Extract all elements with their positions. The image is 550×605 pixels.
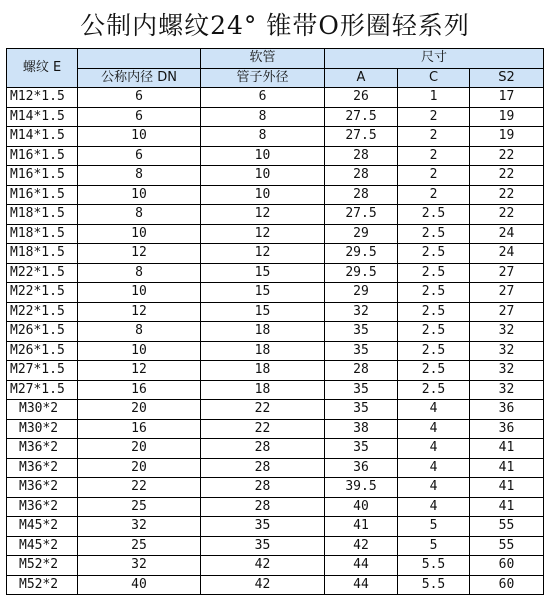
header-s2: S2 — [470, 68, 544, 88]
header-c: C — [398, 68, 470, 88]
table-row — [7, 536, 544, 556]
dim-a-cell: 42 — [325, 536, 398, 556]
tube-od-cell: 28 — [201, 478, 325, 498]
dim-s2-cell: 24 — [470, 244, 544, 264]
tube-od-cell: 28 — [201, 439, 325, 459]
dim-s2-cell: 27 — [470, 283, 544, 303]
nominal-id-cell: 25 — [78, 497, 201, 517]
dim-c-cell: 2.5 — [398, 263, 470, 283]
header-thread: 螺纹 E — [7, 49, 78, 88]
dim-s2-cell: 22 — [470, 205, 544, 225]
table-row — [7, 497, 544, 517]
tube-od-cell: 28 — [201, 458, 325, 478]
thread-cell: M22*1.5 — [7, 283, 78, 303]
thread-cell: M22*1.5 — [7, 263, 78, 283]
tube-od-cell: 12 — [201, 244, 325, 264]
dim-c-cell: 4 — [398, 419, 470, 439]
thread-cell: M36*2 — [7, 458, 78, 478]
dim-c-cell: 2 — [398, 185, 470, 205]
dim-s2-cell: 41 — [470, 439, 544, 459]
dim-c-cell: 2.5 — [398, 380, 470, 400]
thread-cell: M26*1.5 — [7, 341, 78, 361]
header-nominal-id: 公称内径 DN — [78, 68, 201, 88]
dim-a-cell: 35 — [325, 380, 398, 400]
dim-s2-cell: 19 — [470, 127, 544, 147]
dim-a-cell: 44 — [325, 575, 398, 595]
header-hose: 软管 — [201, 49, 325, 69]
dim-a-cell: 29 — [325, 283, 398, 303]
dim-c-cell: 4 — [398, 458, 470, 478]
header-row-group — [7, 49, 544, 69]
dim-a-cell: 38 — [325, 419, 398, 439]
table-row — [7, 107, 544, 127]
nominal-id-cell: 20 — [78, 439, 201, 459]
table-row — [7, 458, 544, 478]
tube-od-cell: 6 — [201, 88, 325, 108]
thread-cell: M52*2 — [7, 575, 78, 595]
dim-s2-cell: 22 — [470, 185, 544, 205]
thread-cell: M18*1.5 — [7, 244, 78, 264]
tube-od-cell: 35 — [201, 517, 325, 537]
nominal-id-cell: 32 — [78, 556, 201, 576]
nominal-id-cell: 16 — [78, 380, 201, 400]
dim-s2-cell: 60 — [470, 575, 544, 595]
dim-a-cell: 28 — [325, 361, 398, 381]
tube-od-cell: 8 — [201, 127, 325, 147]
dim-c-cell: 2 — [398, 107, 470, 127]
thread-cell: M36*2 — [7, 439, 78, 459]
thread-cell: M27*1.5 — [7, 380, 78, 400]
header-a: A — [325, 68, 398, 88]
dim-s2-cell: 22 — [470, 146, 544, 166]
dim-c-cell: 2 — [398, 127, 470, 147]
dim-c-cell: 1 — [398, 88, 470, 108]
dim-s2-cell: 32 — [470, 341, 544, 361]
dim-s2-cell: 32 — [470, 380, 544, 400]
tube-od-cell: 22 — [201, 400, 325, 420]
tube-od-cell: 42 — [201, 556, 325, 576]
dim-s2-cell: 27 — [470, 263, 544, 283]
dim-s2-cell: 41 — [470, 458, 544, 478]
dim-s2-cell: 19 — [470, 107, 544, 127]
nominal-id-cell: 8 — [78, 205, 201, 225]
dim-s2-cell: 17 — [470, 88, 544, 108]
dim-s2-cell: 55 — [470, 517, 544, 537]
table-row — [7, 341, 544, 361]
page-title: 公制内螺纹24° 锥带O形圈轻系列 — [80, 11, 470, 40]
tube-od-cell: 15 — [201, 263, 325, 283]
dim-s2-cell: 27 — [470, 302, 544, 322]
tube-od-cell: 10 — [201, 185, 325, 205]
thread-cell: M30*2 — [7, 400, 78, 420]
thread-cell: M12*1.5 — [7, 88, 78, 108]
thread-cell: M16*1.5 — [7, 166, 78, 186]
dim-s2-cell: 36 — [470, 400, 544, 420]
dim-s2-cell: 41 — [470, 497, 544, 517]
dim-a-cell: 28 — [325, 146, 398, 166]
nominal-id-cell: 8 — [78, 166, 201, 186]
thread-cell: M18*1.5 — [7, 205, 78, 225]
thread-cell: M26*1.5 — [7, 322, 78, 342]
dim-a-cell: 41 — [325, 517, 398, 537]
nominal-id-cell: 12 — [78, 361, 201, 381]
table-row — [7, 478, 544, 498]
tube-od-cell: 10 — [201, 166, 325, 186]
thread-cell: M36*2 — [7, 497, 78, 517]
nominal-id-cell: 6 — [78, 107, 201, 127]
thread-cell: M22*1.5 — [7, 302, 78, 322]
nominal-id-cell: 12 — [78, 302, 201, 322]
table-row — [7, 380, 544, 400]
dim-c-cell: 2.5 — [398, 361, 470, 381]
dim-a-cell: 29.5 — [325, 263, 398, 283]
dim-c-cell: 5.5 — [398, 556, 470, 576]
tube-od-cell: 10 — [201, 146, 325, 166]
dim-s2-cell: 32 — [470, 322, 544, 342]
table-row — [7, 400, 544, 420]
table-row — [7, 283, 544, 303]
table-row — [7, 556, 544, 576]
nominal-id-cell: 20 — [78, 458, 201, 478]
dim-a-cell: 28 — [325, 185, 398, 205]
dim-a-cell: 35 — [325, 400, 398, 420]
tube-od-cell: 18 — [201, 361, 325, 381]
dim-a-cell: 35 — [325, 322, 398, 342]
tube-od-cell: 12 — [201, 224, 325, 244]
thread-cell: M18*1.5 — [7, 224, 78, 244]
tube-od-cell: 28 — [201, 497, 325, 517]
tube-od-cell: 12 — [201, 205, 325, 225]
thread-cell: M30*2 — [7, 419, 78, 439]
table-row — [7, 146, 544, 166]
nominal-id-cell: 10 — [78, 283, 201, 303]
table-row — [7, 322, 544, 342]
dim-c-cell: 2.5 — [398, 341, 470, 361]
tube-od-cell: 18 — [201, 322, 325, 342]
dim-a-cell: 35 — [325, 341, 398, 361]
table-row — [7, 244, 544, 264]
tube-od-cell: 15 — [201, 302, 325, 322]
thread-cell: M27*1.5 — [7, 361, 78, 381]
tube-od-cell: 18 — [201, 341, 325, 361]
nominal-id-cell: 20 — [78, 400, 201, 420]
dim-a-cell: 44 — [325, 556, 398, 576]
table-row — [7, 185, 544, 205]
thread-cell: M16*1.5 — [7, 185, 78, 205]
thread-cell: M16*1.5 — [7, 146, 78, 166]
nominal-id-cell: 22 — [78, 478, 201, 498]
dim-a-cell: 27.5 — [325, 107, 398, 127]
dim-a-cell: 39.5 — [325, 478, 398, 498]
nominal-id-cell: 10 — [78, 185, 201, 205]
table-row — [7, 224, 544, 244]
dim-c-cell: 4 — [398, 497, 470, 517]
tube-od-cell: 15 — [201, 283, 325, 303]
dim-s2-cell: 55 — [470, 536, 544, 556]
nominal-id-cell: 8 — [78, 263, 201, 283]
table-row — [7, 575, 544, 595]
dim-s2-cell: 32 — [470, 361, 544, 381]
dim-c-cell: 2.5 — [398, 224, 470, 244]
thread-cell: M36*2 — [7, 478, 78, 498]
table-row — [7, 127, 544, 147]
thread-cell: M45*2 — [7, 517, 78, 537]
nominal-id-cell: 10 — [78, 341, 201, 361]
dim-a-cell: 29 — [325, 224, 398, 244]
nominal-id-cell: 6 — [78, 88, 201, 108]
dim-c-cell: 2.5 — [398, 283, 470, 303]
tube-od-cell: 42 — [201, 575, 325, 595]
tube-od-cell: 8 — [201, 107, 325, 127]
header-row-sub — [7, 68, 544, 88]
dim-a-cell: 40 — [325, 497, 398, 517]
tube-od-cell: 22 — [201, 419, 325, 439]
header-dimensions: 尺寸 — [325, 49, 544, 69]
dim-c-cell: 5 — [398, 536, 470, 556]
dim-c-cell: 2 — [398, 166, 470, 186]
dim-a-cell: 36 — [325, 458, 398, 478]
dim-s2-cell: 22 — [470, 166, 544, 186]
dim-c-cell: 2 — [398, 146, 470, 166]
table-row — [7, 205, 544, 225]
nominal-id-cell: 16 — [78, 419, 201, 439]
nominal-id-cell: 10 — [78, 127, 201, 147]
nominal-id-cell: 32 — [78, 517, 201, 537]
table-row — [7, 166, 544, 186]
table-header — [7, 49, 544, 88]
nominal-id-cell: 8 — [78, 322, 201, 342]
dim-c-cell: 4 — [398, 478, 470, 498]
dim-s2-cell: 36 — [470, 419, 544, 439]
table-row — [7, 361, 544, 381]
dim-c-cell: 2.5 — [398, 302, 470, 322]
header-tube-od: 管子外径 — [201, 68, 325, 88]
dim-s2-cell: 24 — [470, 224, 544, 244]
spec-table — [6, 48, 544, 595]
dim-s2-cell: 60 — [470, 556, 544, 576]
dim-c-cell: 4 — [398, 439, 470, 459]
nominal-id-cell: 10 — [78, 224, 201, 244]
dim-a-cell: 29.5 — [325, 244, 398, 264]
dim-c-cell: 5 — [398, 517, 470, 537]
dim-c-cell: 2.5 — [398, 244, 470, 264]
table-row — [7, 419, 544, 439]
table-row — [7, 263, 544, 283]
dim-c-cell: 2.5 — [398, 205, 470, 225]
table-row — [7, 439, 544, 459]
header-nominal-id-top — [78, 49, 201, 69]
dim-c-cell: 2.5 — [398, 322, 470, 342]
dim-a-cell: 27.5 — [325, 127, 398, 147]
nominal-id-cell: 12 — [78, 244, 201, 264]
nominal-id-cell: 6 — [78, 146, 201, 166]
thread-cell: M14*1.5 — [7, 107, 78, 127]
dim-c-cell: 4 — [398, 400, 470, 420]
dim-a-cell: 28 — [325, 166, 398, 186]
nominal-id-cell: 40 — [78, 575, 201, 595]
tube-od-cell: 18 — [201, 380, 325, 400]
table-body — [7, 88, 544, 595]
nominal-id-cell: 25 — [78, 536, 201, 556]
table-row — [7, 517, 544, 537]
dim-s2-cell: 41 — [470, 478, 544, 498]
dim-a-cell: 35 — [325, 439, 398, 459]
dim-c-cell: 5.5 — [398, 575, 470, 595]
dim-a-cell: 27.5 — [325, 205, 398, 225]
thread-cell: M45*2 — [7, 536, 78, 556]
tube-od-cell: 35 — [201, 536, 325, 556]
thread-cell: M14*1.5 — [7, 127, 78, 147]
thread-cell: M52*2 — [7, 556, 78, 576]
table-row — [7, 88, 544, 108]
dim-a-cell: 26 — [325, 88, 398, 108]
dim-a-cell: 32 — [325, 302, 398, 322]
table-row — [7, 302, 544, 322]
